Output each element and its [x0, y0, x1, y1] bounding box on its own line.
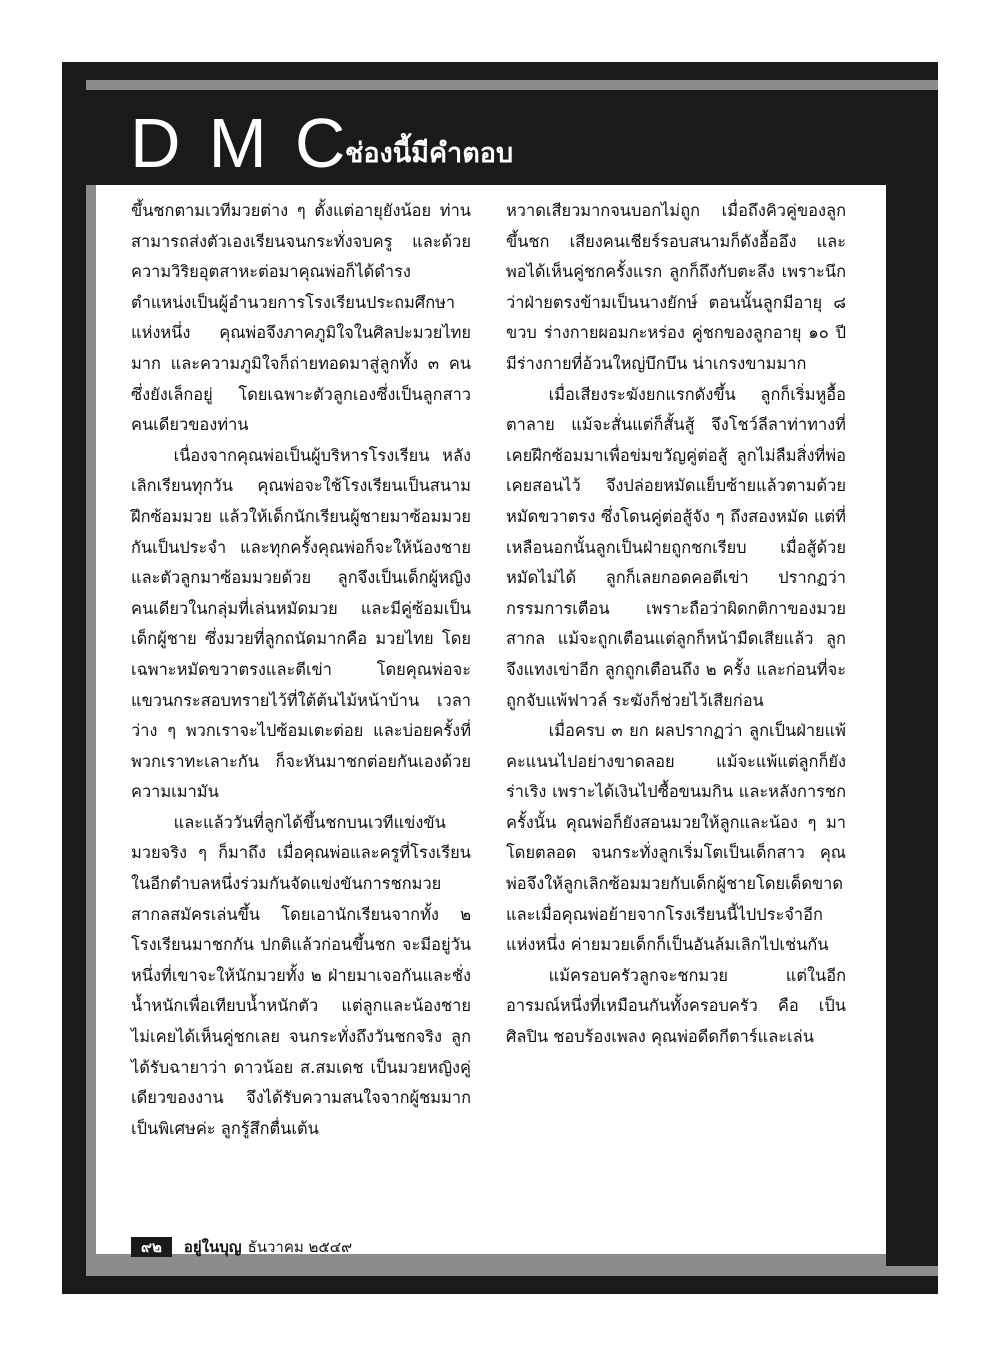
magazine-name: อยู่ในบุญ — [183, 1238, 242, 1256]
paragraph: เมื่อครบ ๓ ยก ผลปรากฏว่า ลูกเป็นฝ่ายแพ้คะแนนไปอย่างขาดลอย แม้จะแพ้แต่ลูกก็ยังร่าเริง เพราะได้เงินไปซื้อขนมกิน และหลังการชกครั้งนั้น คุณพ่อก็ยังสอนมวยให้ลูกและน้อง ๆ มาโดยตลอด จนกระทั่งลูกเริ่มโตเป็นเด็กสาว คุณพ่อจึงให้ลูกเลิกซ้อมมวยกับเด็กผู้ชายโดยเด็ดขาด และเมื่อคุณพ่อย้ายจากโรงเรียนนี้ไปประจำอีกแห่งหนึ่ง ค่ายมวยเด็กก็เป็นอันล้มเลิกไปเช่นกัน — [506, 721, 846, 955]
page-footer — [131, 1237, 352, 1257]
paragraph: แม้ครอบครัวลูกจะชกมวย แต่ในอีกอารมณ์หนึ่งที่เหมือนกันทั้งครอบครัว คือ เป็นศิลปิน ชอบร้องเพลง คุณพ่อดีดกีตาร์และเล่น — [506, 965, 846, 1047]
page-number: ๙๒ — [131, 1237, 172, 1257]
section-logo-title: DMC — [130, 104, 374, 182]
section-subtitle: ช่องนี้มีคำตอบ — [345, 138, 514, 169]
paragraph: ขึ้นชกตามเวทีมวยต่าง ๆ ตั้งแต่อายุยังน้อย ท่านสามารถส่งตัวเองเรียนจนกระทั่งจบครู และด้วยความวิริยอุตสาหะต่อมาคุณพ่อก็ได้ดำรงตำแหน่งเป็นผู้อำนวยการโรงเรียนประถมศึกษาแห่งหนึ่ง คุณพ่อจึงภาคภูมิใจในศิลปะมวยไทยมาก และความภูมิใจก็ถ่ายทอดมาสู่ลูกทั้ง ๓ คนซึ่งยังเล็กอยู่ โดยเฉพาะตัวลูกเองซึ่งเป็นลูกสาวคนเดียวของท่าน — [131, 201, 471, 435]
right-text-column — [506, 196, 846, 1053]
left-text-column — [131, 196, 471, 1144]
paragraph: และแล้ววันที่ลูกได้ขึ้นชกบนเวทีแข่งขันมวยจริง ๆ ก็มาถึง เมื่อคุณพ่อและครูที่โรงเรียนในอีกตำบลหนึ่งร่วมกันจัดแข่งขันการชกมวยสากลสมัครเล่นขึ้น โดยเอานักเรียนจากทั้ง ๒ โรงเรียนมาชกกัน ปกติแล้วก่อนขึ้นชก จะมีอยู่วันหนึ่งที่เขาจะให้นักมวยทั้ง ๒ ฝ่ายมาเจอกันและชั่งน้ำหนักเพื่อเทียบน้ำหนักตัว แต่ลูกและน้องชายไม่เคยได้เห็นคู่ชกเลย จนกระทั่งถึงวันชกจริง ลูกได้รับฉายาว่า ดาวน้อย ส.สมเดช เป็นมวยหญิงคู่เดียวของงาน จึงได้รับความสนใจจากผู้ชมมากเป็นพิเศษค่ะ ลูกรู้สึกตื่นเต้น — [131, 812, 471, 1138]
paragraph: เนื่องจากคุณพ่อเป็นผู้บริหารโรงเรียน หลังเลิกเรียนทุกวัน คุณพ่อจะใช้โรงเรียนเป็นสนามฝึกซ้อมมวย แล้วให้เด็กนักเรียนผู้ชายมาซ้อมมวยกันเป็นประจำ และทุกครั้งคุณพ่อก็จะให้น้องชายและตัวลูกมาซ้อมมวยด้วย ลูกจึงเป็นเด็กผู้หญิงคนเดียวในกลุ่มที่เล่นหมัดมวย และมีคู่ซ้อมเป็นเด็กผู้ชาย ซึ่งมวยที่ลูกถนัดมากคือ มวยไทย โดยเฉพาะหมัดขวาตรงและตีเข่า โดยคุณพ่อจะแขวนกระสอบทรายไว้ที่ใต้ต้นไม้หน้าบ้าน เวลาว่าง ๆ พวกเราจะไปซ้อมเตะต่อย และบ่อยครั้งที่พวกเราทะเลาะกัน ก็จะหันมาชกต่อยกันเองด้วยความเมามัน — [131, 445, 471, 802]
paragraph: หวาดเสียวมากจนบอกไม่ถูก เมื่อถึงคิวคู่ของลูกขึ้นชก เสียงคนเชียร์รอบสนามก็ดังอื้ออึง และพอได้เห็นคู่ชกครั้งแรก ลูกก็ถึงกับตะลึง เพราะนึกว่าฝ่ายตรงข้ามเป็นนางยักษ์ ตอนนั้นลูกมีอายุ ๘ ขวบ ร่างกายผอมกะหร่อง คู่ชกของลูกอายุ ๑๐ ปี มีร่างกายที่อ้วนใหญ่บึกบึน น่าเกรงขามมาก — [506, 201, 846, 373]
bottom-gray-bar — [86, 1266, 938, 1276]
issue-date: ธันวาคม ๒๕๔๙ — [247, 1238, 353, 1256]
paragraph: เมื่อเสียงระฆังยกแรกดังขึ้น ลูกก็เริ่มหูอื้อตาลาย แม้จะสั่นแต่ก็สั้นสู้ จึงโชว์ลีลาท่าทางที่เคยฝึกซ้อมมาเพื่อข่มขวัญคู่ต่อสู้ ลูกไม่ลืมสิ่งที่พ่อเคยสอนไว้ จึงปล่อยหมัดแย็บซ้ายแล้วตามด้วยหมัดขวาตรง ซึ่งโดนคู่ต่อสู้จัง ๆ ถึงสองหมัด แต่ที่เหลือนอกนั้นลูกเป็นฝ่ายถูกชกเรียบ เมื่อสู้ด้วยหมัดไม่ได้ ลูกก็เลยกอดคอตีเข่า ปรากฏว่ากรรมการเตือน เพราะถือว่าผิดกติกาของมวยสากล แม้จะถูกเตือนแต่ลูกก็หน้ามืดเสียแล้ว ลูกจึงแทงเข่าอีก ลูกถูกเตือนถึง ๒ ครั้ง และก่อนที่จะถูกจับแพ้ฟาวล์ ระฆังก็ช่วยไว้เสียก่อน — [506, 384, 846, 710]
top-gray-bar — [86, 80, 938, 90]
